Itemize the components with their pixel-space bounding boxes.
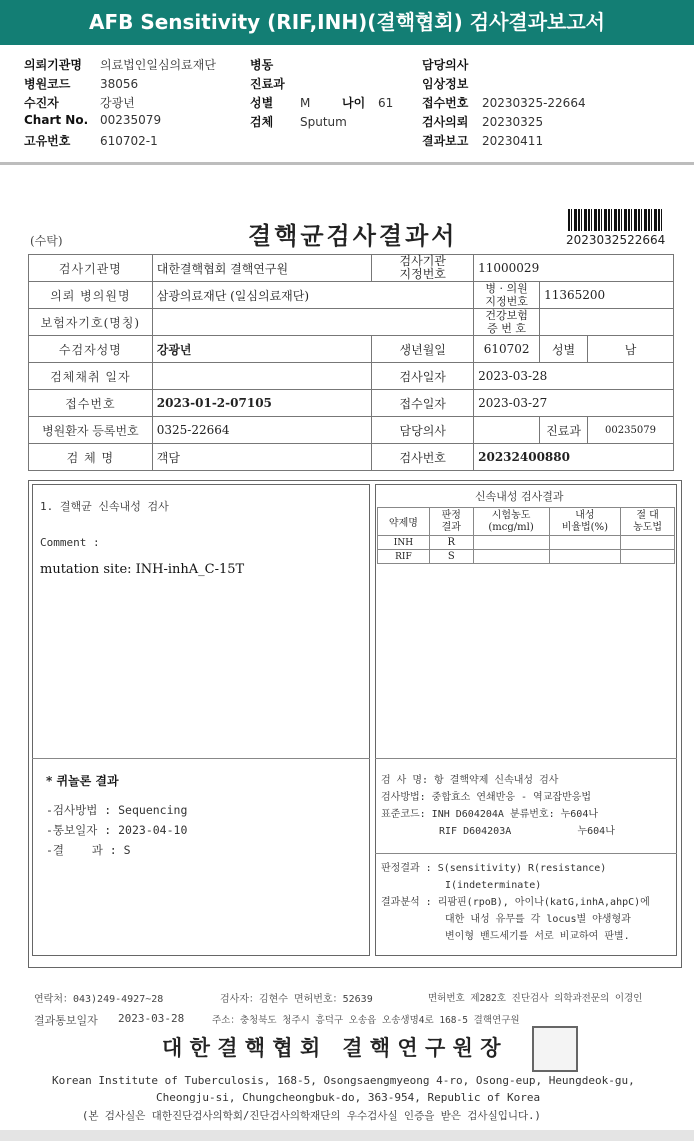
inst-value: 대한결핵협회 결핵연구원 <box>152 255 372 282</box>
insured-label: 보험자기호(명칭) <box>29 309 153 336</box>
request-label: 검사의뢰 <box>422 115 469 129</box>
institution-label: 의뢰기관명 <box>24 58 82 72</box>
specimen-label: 검체 <box>250 115 274 129</box>
specimen-value-doc: 객담 <box>152 444 372 471</box>
conc-inh <box>473 536 549 550</box>
std-code-2: RIF D604203A 누604나 <box>439 826 615 837</box>
footer-contact: 연락처：043)249-4927~28 <box>34 994 164 1005</box>
footer-tester: 검사자：김현수 면허번호：52639 <box>220 994 373 1005</box>
col-conc: 시험농도 (mcg/ml) <box>473 508 549 536</box>
specimen-value: Sputum <box>300 115 347 129</box>
institution-value: 의료법인일심의료재단 <box>100 58 216 72</box>
age-value: 61 <box>378 96 394 110</box>
right-heading: 신속내성 검사결과 <box>475 490 564 503</box>
health-label-1: 건강보험 <box>485 309 528 322</box>
sex-label: 성별 <box>250 96 274 110</box>
doctor-label-doc: 담당의사 <box>372 417 474 444</box>
footer-license: 면허번호 제282호 진단검사 의학과전문의 이경인 <box>428 993 643 1004</box>
quinolone-result: -결 과 : S <box>46 843 131 857</box>
judge-2: I(indeterminate) <box>445 880 542 891</box>
info-table <box>28 254 674 471</box>
table-row <box>29 336 674 363</box>
table-row <box>29 363 674 390</box>
test-date-label: 검사일자 <box>372 363 474 390</box>
quinolone-title: * 퀴놀론 결과 <box>46 774 119 788</box>
req-value: 삼광의료재단 (일심의료재단) <box>152 282 473 309</box>
comment-label: Comment : <box>40 536 100 549</box>
col-drug: 약제명 <box>378 508 430 536</box>
sex-value: M <box>300 96 311 110</box>
hosp-code-label-2: 지정번호 <box>485 295 528 308</box>
quinolone-notify: -통보일자 : 2023-04-10 <box>46 823 188 837</box>
patient-no-label: 병원환자 등록번호 <box>29 417 153 444</box>
inst-code-label-1: 검사기관 <box>399 254 446 268</box>
right-divider-2 <box>375 853 677 854</box>
footer-cert: (본 검사실은 대한진단검사의학회/진단검사의학재단의 우수검사실 인증을 받은 검사실입니다.) <box>82 1110 541 1122</box>
report-value: 20230411 <box>482 134 544 148</box>
copy-mark: (수탁) <box>30 234 63 248</box>
footer-address: 주소：충청북도 청주시 흥덕구 오송읍 오송생명4로 168-5 결핵연구원 <box>212 1015 520 1026</box>
analysis-2: 대한 내성 유무를 각 locus별 야생형과 <box>445 914 631 925</box>
birth-label: 생년월일 <box>372 336 474 363</box>
sex-label-doc: 성별 <box>540 336 588 363</box>
health-label-2: 증 번 호 <box>487 322 527 335</box>
ratio-rif <box>549 550 621 564</box>
barcode-icon <box>568 209 664 231</box>
receipt-value: 20230325-22664 <box>482 96 586 110</box>
result-header-row <box>378 508 675 536</box>
health-label <box>474 309 540 336</box>
header-col-2 <box>250 56 393 151</box>
judge-info <box>381 860 650 945</box>
receipt-date-label: 접수일자 <box>372 390 474 417</box>
table-row <box>29 309 674 336</box>
test-info <box>381 772 615 840</box>
ratio-inh <box>549 536 621 550</box>
inst-code-value: 11000029 <box>474 255 674 282</box>
collect-label: 검체채취 일자 <box>29 363 153 390</box>
judge-rif: S <box>429 550 473 564</box>
chart-label: Chart No. <box>24 113 89 127</box>
clinical-label: 임상정보 <box>422 77 469 91</box>
table-row <box>29 444 674 471</box>
age-label: 나이 <box>342 96 366 110</box>
insured-value <box>152 309 473 336</box>
test-name: 검 사 명: 항 결핵약제 신속내성 검사 <box>381 775 559 786</box>
inst-code-label-2: 지정번호 <box>399 267 446 281</box>
table-row <box>378 536 675 550</box>
org-name: 대 한 결 핵 협 회 결 핵 연 구 원 장 <box>162 1035 501 1060</box>
birth-value: 610702 <box>474 336 540 363</box>
name-label: 수검자성명 <box>29 336 153 363</box>
hosp-code-label <box>474 282 540 309</box>
table-row <box>29 282 674 309</box>
col-judge: 판정 결과 <box>429 508 473 536</box>
header-col-1 <box>24 56 216 151</box>
analysis-3: 변이형 밴드세기를 서로 비교하여 판별. <box>445 931 630 942</box>
bottom-strip <box>0 1130 694 1141</box>
table-row <box>378 550 675 564</box>
quinolone-method: -검사방법 : Sequencing <box>46 803 188 817</box>
hosp-code-value: 11365200 <box>540 282 674 309</box>
req-label: 의뢰 병의원명 <box>29 282 153 309</box>
doctor-label: 담당의사 <box>422 58 469 72</box>
dept-label: 진료과 <box>250 77 285 91</box>
receipt-value-doc: 2023-01-2-07105 <box>152 390 372 417</box>
left-divider <box>32 758 370 759</box>
health-value <box>540 309 674 336</box>
table-row <box>29 255 674 282</box>
hospital-code-value: 38056 <box>100 77 139 91</box>
mutation-site: mutation site: INH-inhA_C-15T <box>40 562 245 577</box>
test-no-label: 검사번호 <box>372 444 474 471</box>
col-abs: 절 대 농도법 <box>621 508 675 536</box>
receipt-date-value: 2023-03-27 <box>474 390 674 417</box>
std-code-1: 표준코드: INH D604204A 분류번호: 누604나 <box>381 809 599 820</box>
col-ratio: 내성 비율법(%) <box>549 508 621 536</box>
drug-rif: RIF <box>378 550 430 564</box>
table-row <box>29 417 674 444</box>
collect-value <box>152 363 372 390</box>
drug-inh: INH <box>378 536 430 550</box>
request-value: 20230325 <box>482 115 544 129</box>
inst-code-label <box>372 255 474 282</box>
inst-label: 검사기관명 <box>29 255 153 282</box>
report-label: 결과보고 <box>422 134 469 148</box>
dept-value-doc: 00235079 <box>588 417 674 444</box>
abs-rif <box>621 550 675 564</box>
table-row <box>29 390 674 417</box>
unique-label: 고유번호 <box>24 134 71 148</box>
doc-title: 결핵균검사결과서 <box>248 221 458 250</box>
right-divider <box>375 758 677 759</box>
report-title-bar: AFB Sensitivity (RIF,INH)(결핵협회) 검사결과보고서 <box>0 0 694 45</box>
specimen-label-doc: 검 체 명 <box>29 444 153 471</box>
header-separator <box>0 162 694 165</box>
hosp-code-label-1: 병 · 의원 <box>485 282 528 295</box>
left-panel <box>32 484 370 956</box>
footer-notify-date: 2023-03-28 <box>118 1012 185 1025</box>
judge-1: 판정결과 : S(sensitivity) R(resistance) <box>381 863 607 874</box>
dept-label-doc: 진료과 <box>540 417 588 444</box>
receipt-label: 접수번호 <box>422 96 469 110</box>
footer-notify-label: 결과통보일자 <box>34 1014 98 1027</box>
test-date-value: 2023-03-28 <box>474 363 674 390</box>
doctor-value-doc <box>474 417 540 444</box>
result-table <box>377 507 675 564</box>
conc-rif <box>473 550 549 564</box>
header-col-3 <box>422 56 586 151</box>
patient-label: 수진자 <box>24 96 59 110</box>
left-heading: 1. 결핵균 신속내성 검사 <box>40 500 169 513</box>
barcode-number: 2023032522664 <box>566 233 666 247</box>
test-method: 검사방법: 중합효소 연쇄반응 - 역교잡반응법 <box>381 792 592 803</box>
receipt-label-doc: 접수번호 <box>29 390 153 417</box>
patient-no-value: 0325-22664 <box>152 417 372 444</box>
name-value: 강광년 <box>152 336 372 363</box>
test-no-value: 20232400880 <box>474 444 674 471</box>
analysis-1: 결과분석 : 리팜핀(rpoB), 아이나(katG,inhA,ahpC)에 <box>381 897 650 908</box>
chart-value: 00235079 <box>100 113 162 127</box>
patient-value: 강광년 <box>100 96 135 110</box>
judge-inh: R <box>429 536 473 550</box>
ward-label: 병동 <box>250 58 274 72</box>
footer-eng-1: Korean Institute of Tuberculosis, 168-5, Osongsaengmyeong 4-ro, Osong-eup, Heungdeok-gu, <box>52 1074 635 1087</box>
sex-value-doc: 남 <box>588 336 674 363</box>
unique-value: 610702-1 <box>100 134 158 148</box>
official-seal-icon <box>532 1026 578 1072</box>
hospital-code-label: 병원코드 <box>24 77 71 91</box>
abs-inh <box>621 536 675 550</box>
footer-eng-2: Cheongju-si, Chungcheongbuk-do, 363-954, Republic of Korea <box>156 1091 541 1104</box>
